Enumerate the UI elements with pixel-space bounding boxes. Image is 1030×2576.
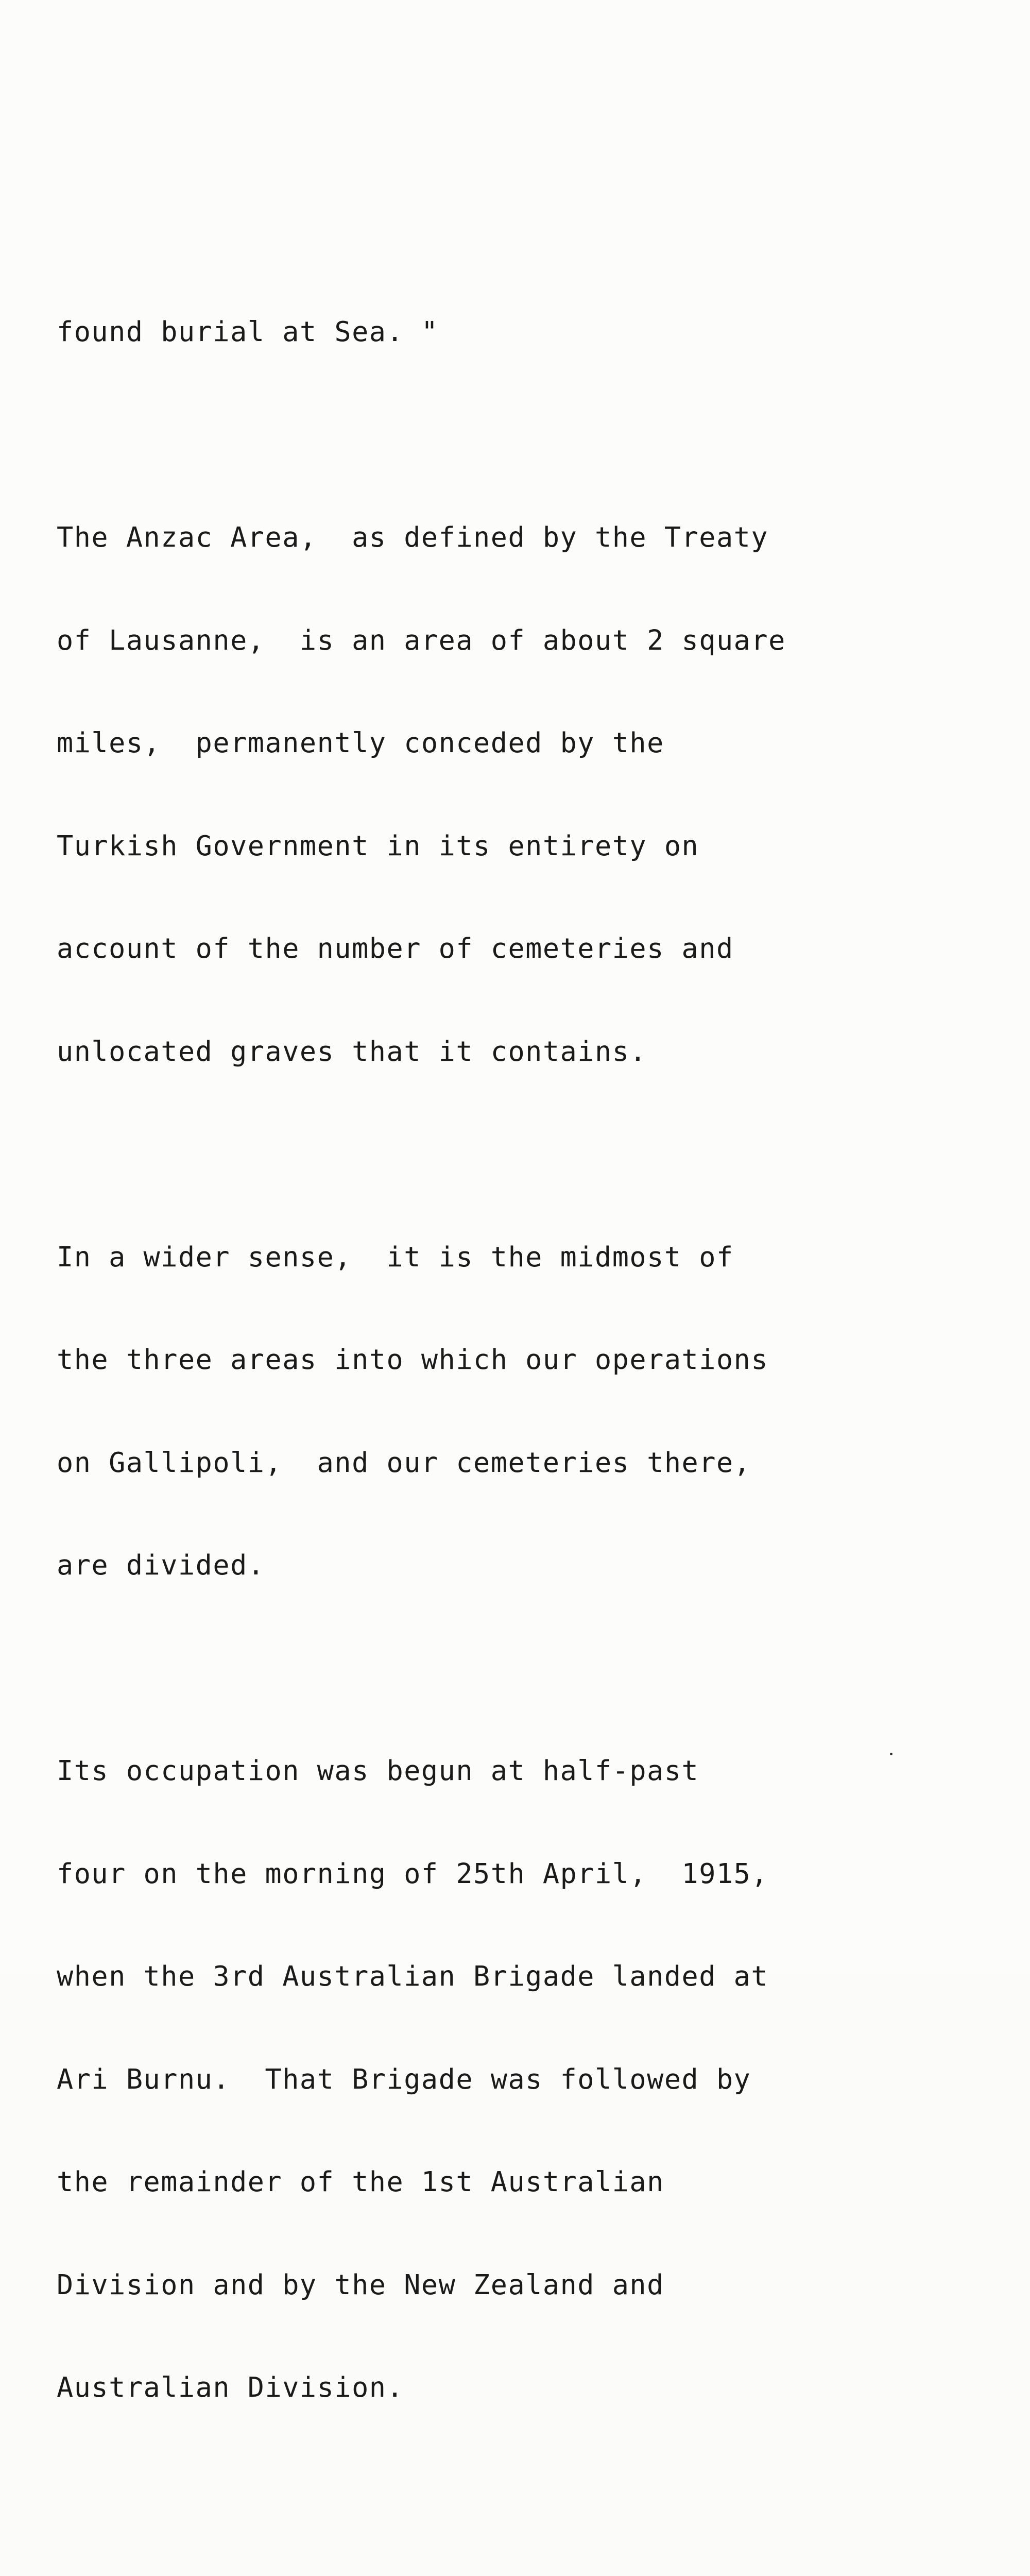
- paragraph-4: [57, 1685, 1015, 2473]
- text-line: Ari Burnu. That Brigade was followed by: [57, 2062, 751, 2095]
- text-line: are divided.: [57, 1549, 265, 1581]
- text-line: the three areas into which our operations: [57, 1343, 769, 1376]
- text-line: four on the morning of 25th April, 1915,: [57, 1857, 769, 1890]
- text-line: Australian Division.: [57, 2371, 404, 2403]
- text-line: The Anzac Area, as defined by the Treaty: [57, 521, 769, 553]
- text-line: account of the number of cemeteries and: [57, 932, 734, 964]
- text-line: Its occupation was begun at half-past: [57, 1754, 699, 1787]
- text-line: found burial at Sea. ": [57, 315, 439, 348]
- paragraph-5: [57, 2507, 1015, 2576]
- text-line: Division and by the New Zealand and: [57, 2268, 664, 2301]
- text-line: Turkish Government in its entirety on: [57, 829, 699, 862]
- text-line: unlocated graves that it contains.: [57, 1035, 647, 1067]
- text-line: miles, permanently conceded by the: [57, 726, 664, 759]
- text-line: the remainder of the 1st Australian: [57, 2165, 664, 2198]
- paragraph-1: [57, 246, 1015, 418]
- scan-speck: [890, 1753, 892, 1755]
- paragraph-2: [57, 452, 1015, 1137]
- text-line: of Lausanne, is an area of about 2 square: [57, 623, 786, 656]
- text-line: on Gallipoli, and our cemeteries there,: [57, 1446, 751, 1479]
- document-body: [57, 246, 1015, 2576]
- text-line: when the 3rd Australian Brigade landed at: [57, 1960, 769, 1992]
- paragraph-3: [57, 1172, 1015, 1651]
- text-line: In a wider sense, it is the midmost of: [57, 1240, 734, 1273]
